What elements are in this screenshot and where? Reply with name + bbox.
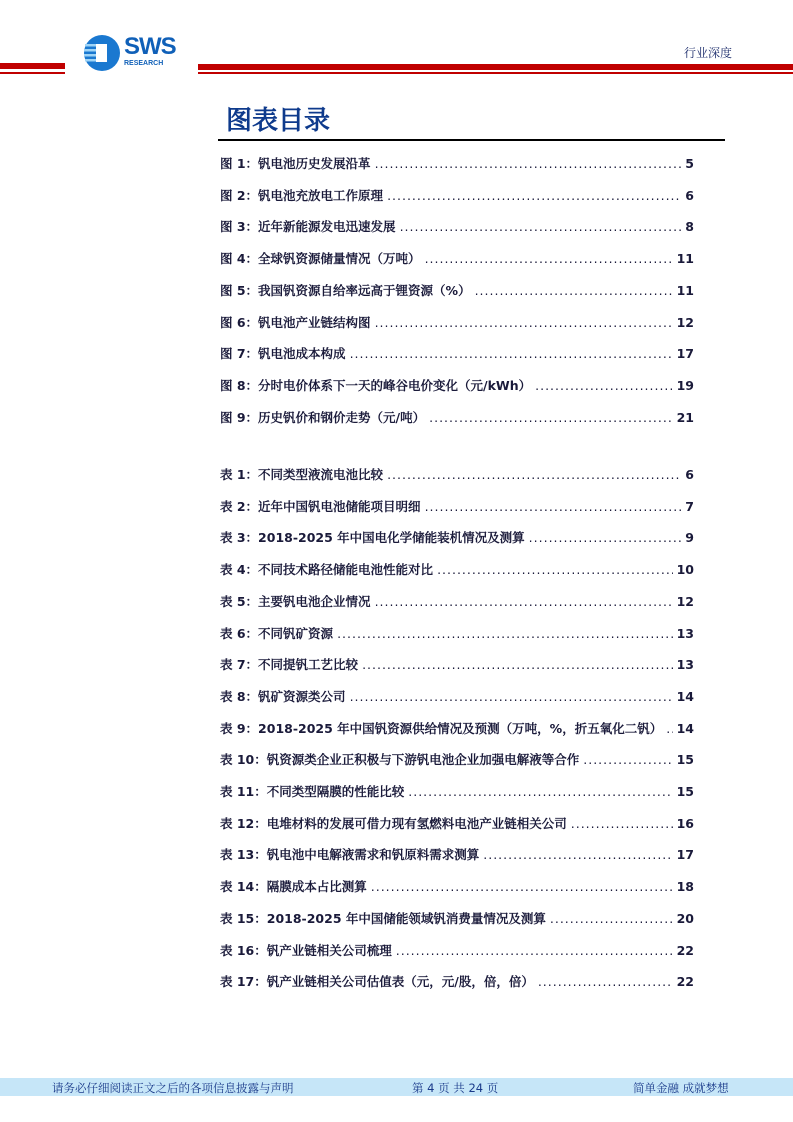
entry-page: 9 [685,530,694,546]
leader-dots [437,562,673,577]
table-entry[interactable] [220,719,694,739]
header-rule-left-thin [0,72,65,74]
footer-page-info: 第 4 页 共 24 页 [412,1081,499,1095]
entry-page: 8 [685,219,694,235]
leader-dots [583,752,672,767]
entry-page: 19 [676,377,694,393]
entry-label: 图 2：钒电池充放电工作原理 [220,187,384,203]
entry-page: 17 [676,346,694,362]
leader-dots [408,784,672,799]
table-entry[interactable] [220,560,694,580]
entry-label: 图 3：近年新能源发电迅速发展 [220,219,396,235]
table-entry[interactable] [220,782,694,802]
leader-dots [362,657,673,672]
entry-label: 表 9：2018-2025 年中国钒资源供给情况及预测（万吨，%，折五氧化二钒） [220,720,663,736]
entry-label: 表 1：不同类型液流电池比较 [220,467,384,482]
entry-page: 13 [676,657,694,673]
header-rule-right-thin [198,72,793,74]
entry-page: 12 [676,314,694,330]
entry-label: 表 16：钒产业链相关公司梳理 [220,942,392,958]
entry-label: 图 8：分时电价体系下一天的峰谷电价变化（元/kWh） [220,377,532,393]
entry-label: 表 15：2018-2025 年中国储能领域钒消费量情况及测算 [220,910,546,926]
leader-dots [387,467,681,482]
entry-label: 表 5：主要钒电池企业情况 [220,593,371,609]
table-entry[interactable] [220,528,694,548]
table-entry[interactable] [220,465,694,485]
entry-label: 表 13：钒电池中电解液需求和钒原料需求测算 [220,847,480,863]
entry-page: 22 [676,974,694,990]
entry-page: 15 [676,784,694,799]
table-entry[interactable] [220,750,694,770]
leader-dots [535,378,672,393]
leader-dots [483,847,672,862]
figure-entry[interactable] [220,154,694,174]
leader-dots [475,283,673,298]
entry-page: 16 [676,815,694,831]
entry-page: 15 [676,752,694,768]
leader-dots [371,879,673,894]
leader-dots [550,911,673,926]
leader-dots [529,530,682,545]
entry-label: 表 8：钒矿资源类公司 [220,688,346,704]
entry-label: 表 2：近年中国钒电池储能项目明细 [220,498,421,514]
leader-dots [396,943,673,958]
entry-label: 表 17：钒产业链相关公司估值表（元，元/股，倍，倍） [220,974,534,990]
leader-dots [375,315,673,330]
entry-page: 14 [676,688,694,704]
table-entry[interactable] [220,497,694,517]
entry-label: 表 6：不同钒矿资源 [220,625,334,641]
entry-label: 表 14：隔膜成本占比测算 [220,879,367,895]
table-entry[interactable] [220,655,694,675]
leader-dots [400,219,682,234]
table-entry[interactable] [220,845,694,865]
entry-page: 11 [676,251,694,267]
entry-label: 表 7：不同提钒工艺比较 [220,657,359,673]
entry-label: 图 1：钒电池历史发展沿革 [220,156,371,171]
leader-dots [350,689,673,704]
logo-text: SWS [124,33,176,60]
entry-label: 图 4：全球钒资源储量情况（万吨） [220,251,421,267]
table-entry[interactable] [220,592,694,612]
entry-page: 22 [676,942,694,958]
figure-entry[interactable] [220,376,694,396]
entry-page: 20 [676,910,694,926]
entry-page: 18 [676,879,694,895]
footer-slogan: 简单金融 成就梦想 [633,1081,729,1095]
table-entry[interactable] [220,687,694,707]
figure-entry[interactable] [220,281,694,301]
entry-label: 表 11：不同类型隔膜的性能比较 [220,784,405,799]
table-entry[interactable] [220,877,694,897]
leader-dots [666,721,672,736]
entry-page: 13 [676,625,694,641]
leader-dots [538,974,673,989]
leader-dots [387,188,681,203]
entry-label: 图 6：钒电池产业链结构图 [220,314,371,330]
leader-dots [350,346,673,361]
entry-page: 6 [685,187,694,203]
document-type: 行业深度 [683,46,732,60]
page-title: 图表目录 [226,106,331,136]
leader-dots [429,410,672,425]
sws-logo [82,33,192,73]
entry-page: 5 [685,156,694,171]
entry-label: 表 4：不同技术路径储能电池性能对比 [220,562,434,578]
entry-label: 表 10：钒资源类企业正积极与下游钒电池企业加强电解液等合作 [220,752,580,768]
table-entry[interactable] [220,909,694,929]
table-entry[interactable] [220,972,694,992]
leader-dots [571,816,673,831]
footer-disclaimer: 请务必仔细阅读正文之后的各项信息披露与声明 [52,1081,294,1095]
logo-icon [82,33,122,73]
figure-entry[interactable] [220,217,694,237]
entry-page: 21 [676,409,694,425]
header-rule-right [198,64,793,70]
leader-dots [425,499,682,514]
entry-page: 12 [676,593,694,609]
figure-entry[interactable] [220,313,694,333]
entry-page: 14 [676,720,694,736]
figure-entry[interactable] [220,186,694,206]
footer [0,1078,793,1096]
entry-page: 7 [685,498,694,514]
entry-label: 表 3：2018-2025 年中国电化学储能装机情况及测算 [220,530,525,546]
figure-entry[interactable] [220,408,694,428]
table-entry[interactable] [220,624,694,644]
entry-page: 11 [676,282,694,298]
entry-label: 图 5：我国钒资源自给率远高于锂资源（%） [220,282,471,298]
entry-page: 6 [685,467,694,482]
leader-dots [375,594,673,609]
figure-entry[interactable] [220,249,694,269]
figure-entry[interactable] [220,344,694,364]
entry-label: 图 7：钒电池成本构成 [220,346,346,362]
logo-subtext: RESEARCH [124,60,164,67]
header-rule-left [0,63,65,69]
table-entry[interactable] [220,941,694,961]
table-entry[interactable] [220,814,694,834]
entry-page: 10 [676,562,694,578]
title-divider [218,139,725,141]
entry-page: 17 [676,847,694,863]
leader-dots [425,251,673,266]
entry-label: 表 12：电堆材料的发展可借力现有氢燃料电池产业链相关公司 [220,815,567,831]
entry-label: 图 9：历史钒价和钢价走势（元/吨） [220,409,426,425]
leader-dots [337,626,673,641]
leader-dots [375,156,682,171]
